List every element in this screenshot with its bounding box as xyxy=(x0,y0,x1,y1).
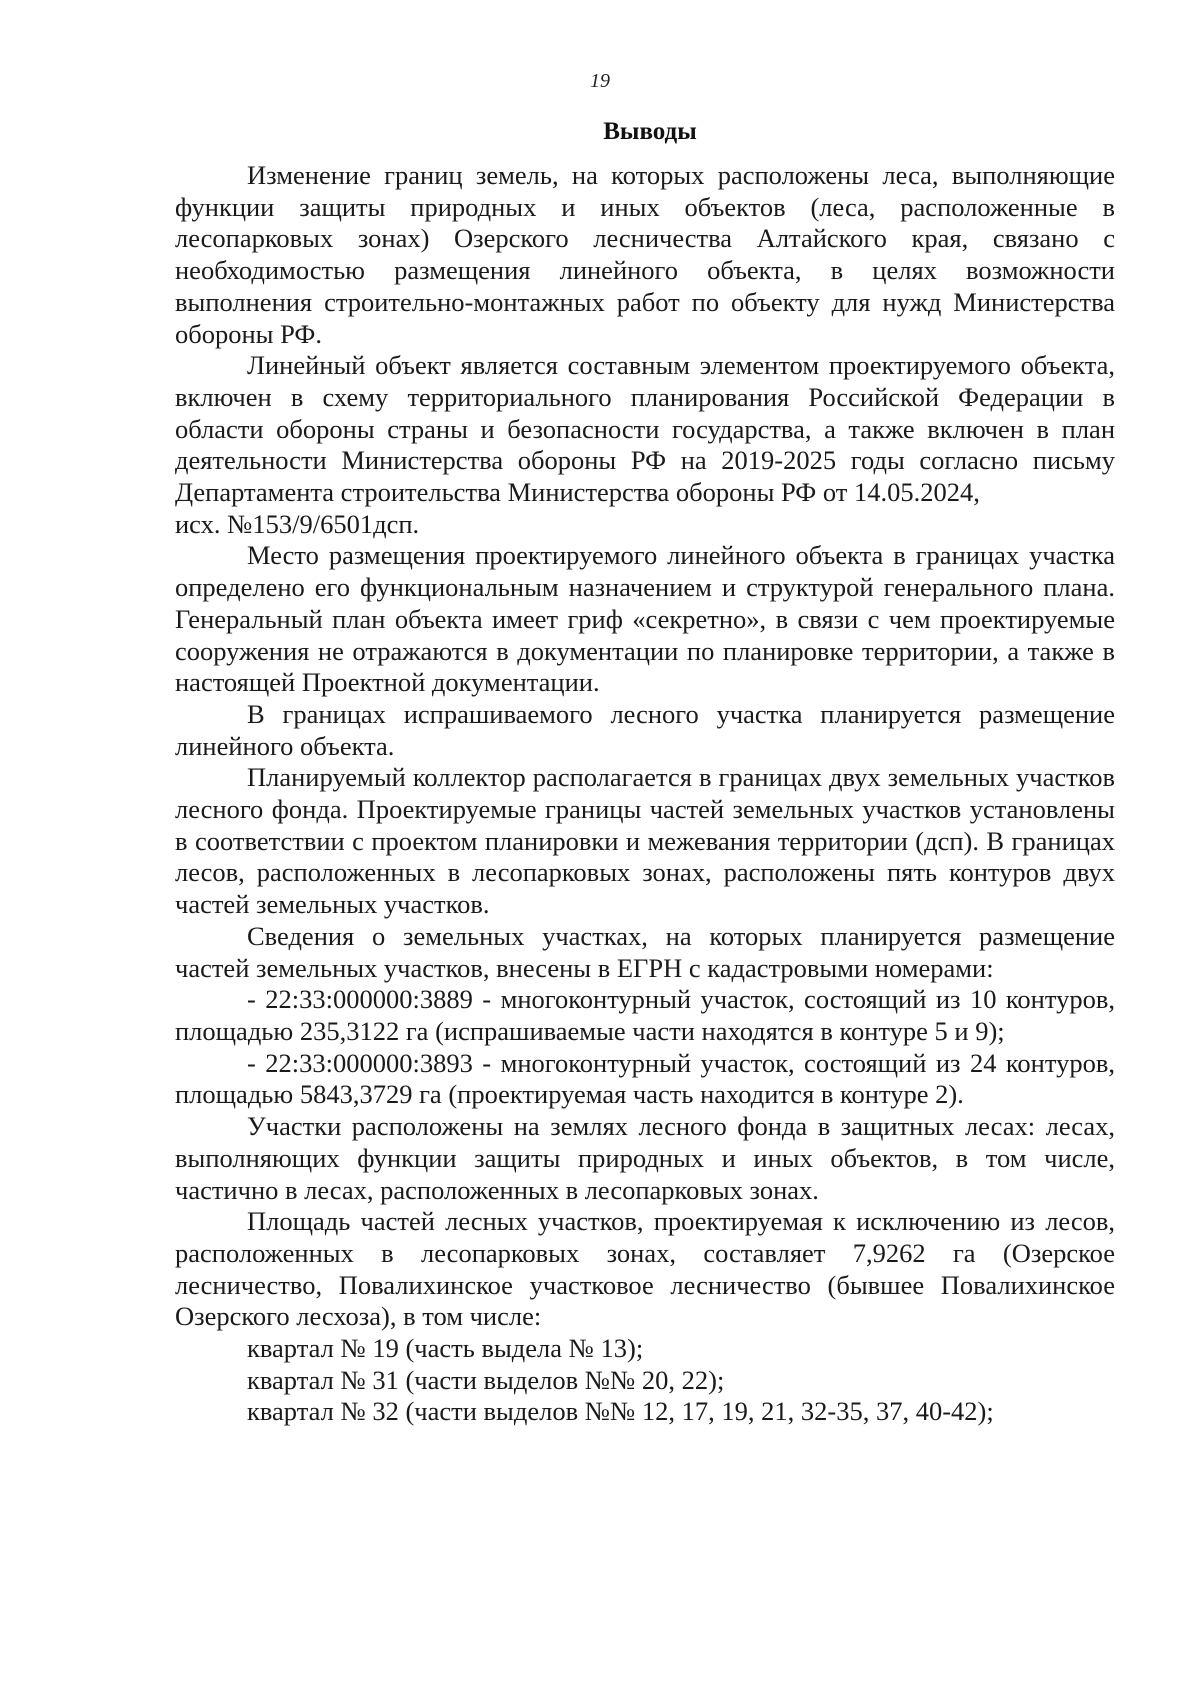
document-body xyxy=(175,160,1115,1428)
paragraph-protective-forests: Участки расположены на землях лесного фонда в защитных лесах: лесах, выполняющих функции защиты природных и иных объектов, в том числе, частично в лесах, расположенных в лесопарковых зонах. xyxy=(175,1111,1115,1205)
paragraph-letter-reference: исх. №153/9/6501дсп. xyxy=(175,508,420,539)
paragraph-area: Площадь частей лесных участков, проектируемая к исключению из лесов, расположенных в лесопарковых зонах, составляет 7,9262 га (Озерское лесничество, Повалихинское участковое лесничество (бывшее Повалихинское Озерского лесхоза), в том числе: xyxy=(175,1206,1115,1332)
paragraph-boundary-change: Изменение границ земель, на которых расположены леса, выполняющие функции защиты природных и иных объектов (леса, расположенные в лесопарковых зонах) Озерского лесничества Алтайского края, связано с необходимостью размещения линейного объекта, в целях возможности выполнения строительно-монтажных работ по объекту для нужд Министерства обороны РФ. xyxy=(175,160,1115,349)
quarter-item: квартал № 19 (часть выдела № 13); xyxy=(247,1333,644,1364)
quarter-item: квартал № 32 (части выделов №№ 12, 17, 19, 21, 32-35, 37, 40-42); xyxy=(247,1396,994,1427)
list-item-cadastral-3889: - 22:33:000000:3889 - многоконтурный участок, состоящий из 10 контуров, площадью 235,3122 га (испрашиваемые части находятся в контуре 5 и 9); xyxy=(175,984,1115,1046)
paragraph-collector: Планируемый коллектор располагается в границах двух земельных участков лесного фонда. Проектируемые границы частей земельных участков установлены в соответствии с проектом планировки и межевания территории (дсп). В границах лесов, расположенных в лесопарковых зонах, расположены пять контуров двух частей земельных участков. xyxy=(175,762,1115,920)
page-number: 19 xyxy=(590,70,610,92)
paragraph-placement: Место размещения проектируемого линейного объекта в границах участка определено его функциональным назначением и структурой генерального плана. Генеральный план объекта имеет гриф «секретно», в связи с чем проектируемые сооружения не отражаются в документации по планировке территории, а также в настоящей Проектной документации. xyxy=(175,540,1115,698)
paragraph-requested-plot: В границах испрашиваемого лесного участка планируется размещение линейного объекта. xyxy=(175,698,1115,761)
section-title: Выводы xyxy=(603,118,697,145)
paragraph-linear-object: Линейный объект является составным элементом проектируемого объекта, включен в схему территориального планирования Российской Федерации в области обороны страны и безопасности государства, а также включен в план деятельности Министерства обороны РФ на 2019-2025 годы согласно письму Департамента строительства Министерства обороны РФ от 14.05.2024, xyxy=(175,350,1115,508)
paragraph-egrn-info: Сведения о земельных участках, на которых планируется размещение частей земельных участков, внесены в ЕГРН с кадастровыми номерами: xyxy=(175,920,1115,983)
list-item-cadastral-3893: - 22:33:000000:3893 - многоконтурный участок, состоящий из 24 контуров, площадью 5843,3729 га (проектируемая часть находится в контуре 2). xyxy=(175,1047,1115,1110)
quarter-item: квартал № 31 (части выделов №№ 20, 22); xyxy=(247,1364,725,1395)
